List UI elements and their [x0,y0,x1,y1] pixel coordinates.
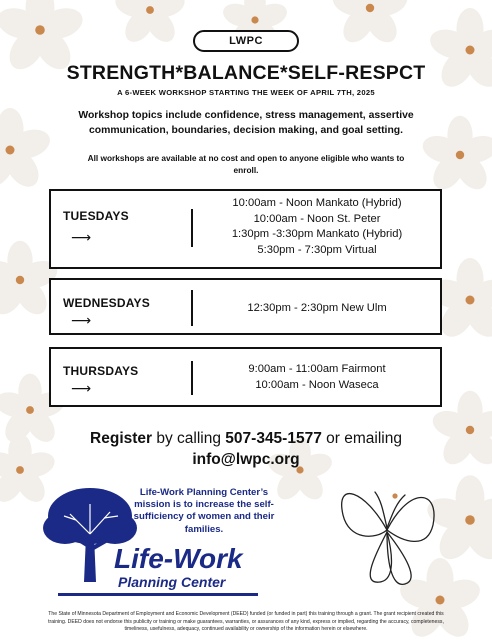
time-slot: 1:30pm -3:30pm Mankato (Hybrid) [231,228,403,240]
day-label: THURSDAYS [63,364,139,378]
topics-line: communication, boundaries, decision making, and goal setting. [88,125,404,136]
logo-name-line2: Planning Center [118,574,226,590]
register-tail: or emailing [321,430,402,447]
arrow-right-icon: ⟶ [71,380,92,396]
disclaimer-line: The State of Minnesota Department of Employment and Economic Development (DEED) funded (or funded in part) this training through a grant. The grant recipient created this [48,611,444,617]
time-slot: 10:00am - Noon St. Peter [253,212,381,225]
day-label: TUESDAYS [63,209,129,223]
time-slot: 12:30pm - 2:30pm New Ulm [247,302,387,314]
box-divider [191,209,193,247]
workshop-subtitle: A 6-WEEK WORKSHOP STARTING THE WEEK OF APRIL 7TH, 2025 [117,88,375,97]
register-middle: by calling [152,430,226,447]
time-list [201,362,433,393]
arrow-right-icon: ⟶ [71,229,92,245]
workshop-topics [50,108,442,138]
mission-statement [128,487,280,536]
schedule-box-wednesdays [49,278,442,335]
time-slot: 10:00am - Noon Waseca [255,378,379,391]
box-divider [191,361,193,395]
time-slot: 9:00am - 11:00am Fairmont [248,363,386,375]
disclaimer-line: timeliness, usefulness, adequacy, continued availability or ownership of the information herein or elsewhere. [124,626,368,633]
register-info [0,428,492,470]
time-list [201,196,433,258]
butterfly-icon [325,470,445,600]
mission-line: families. [184,523,224,535]
mission-line: mission is to increase the self- [134,499,274,511]
access-line: All workshops are available at no cost and open to anyone eligible who wants to [87,153,405,163]
logo-name-line1: Life-Work [114,543,243,574]
access-line: enroll. [233,165,259,175]
workshop-title: STRENGTH*BALANCE*SELF-RESPCT [66,62,426,84]
topics-line: Workshop topics include confidence, stress management, assertive [78,110,414,121]
email-address[interactable]: info@lwpc.org [192,451,300,468]
register-lead: Register [90,430,153,447]
schedule-box-tuesdays [49,189,442,269]
time-slot: 5:30pm - 7:30pm Virtual [257,243,377,256]
legal-disclaimer [4,611,488,634]
logo-underline [58,593,258,596]
mission-line: sufficiency of women and their [133,511,275,523]
box-divider [191,290,193,326]
phone-number[interactable]: 507-345-1577 [225,430,322,447]
disclaimer-line: training. DEED does not endorse this publicity or training or make guarantees, warranties, or assurances of any kind, express or implied, regarding the accuracy, completeness, [48,618,444,625]
time-slot: 10:00am - Noon Mankato (Hybrid) [232,197,402,209]
org-badge: LWPC [193,30,299,52]
mission-line: Life-Work Planning Center’s [139,487,269,498]
access-note [60,152,432,176]
time-list [201,301,433,317]
day-label: WEDNESDAYS [63,296,150,310]
arrow-right-icon: ⟶ [71,312,92,328]
schedule-box-thursdays [49,347,442,407]
